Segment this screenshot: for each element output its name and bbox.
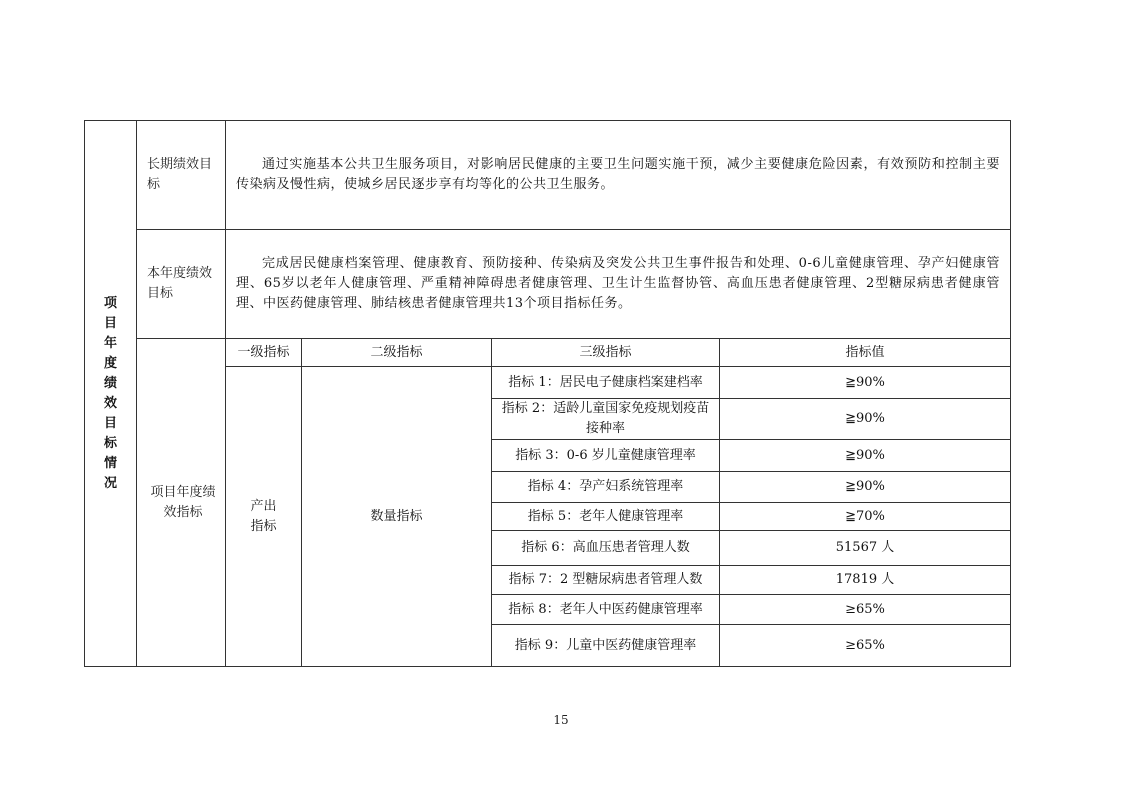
header-level2: 二级指标 bbox=[302, 339, 492, 367]
indicator-value: ≥65% bbox=[720, 595, 1011, 625]
indicator-name: 指标 3：0-6 岁儿童健康管理率 bbox=[492, 440, 720, 472]
row-header-char: 况 bbox=[103, 475, 117, 491]
indicator-name: 指标 1：居民电子健康档案建档率 bbox=[492, 367, 720, 399]
level2-quantity-label: 数量指标 bbox=[302, 367, 492, 667]
row-header-char: 效 bbox=[103, 395, 117, 411]
indicator-value: ≧90% bbox=[720, 399, 1011, 440]
header-level3: 三级指标 bbox=[492, 339, 720, 367]
indicator-name: 指标 6：高血压患者管理人数 bbox=[492, 531, 720, 566]
indicator-value: ≧90% bbox=[720, 472, 1011, 503]
header-level1: 一级指标 bbox=[226, 339, 302, 367]
long-term-text: 通过实施基本公共卫生服务项目，对影响居民健康的主要卫生问题实施干预，减少主要健康危险因素，有效预防和控制主要传染病及慢性病，使城乡居民逐步享有均等化的公共卫生服务。 bbox=[226, 121, 1011, 230]
indicator-value: 17819 人 bbox=[720, 566, 1011, 595]
level1-output-label bbox=[226, 367, 302, 667]
indicators-section-label: 项目年度绩效指标 bbox=[137, 339, 226, 667]
level1-text: 产出指标 bbox=[250, 498, 277, 534]
indicator-name: 指标 4：孕产妇系统管理率 bbox=[492, 472, 720, 503]
indicator-name: 指标 9：儿童中医药健康管理率 bbox=[492, 625, 720, 667]
annual-label: 本年度绩效目标 bbox=[137, 230, 226, 339]
indicator-name: 指标 8：老年人中医药健康管理率 bbox=[492, 595, 720, 625]
indicator-value: ≧90% bbox=[720, 440, 1011, 472]
row-header-char: 年 bbox=[103, 335, 117, 351]
indicator-value: ≧90% bbox=[720, 367, 1011, 399]
header-value: 指标值 bbox=[720, 339, 1011, 367]
indicator-value: 51567 人 bbox=[720, 531, 1011, 566]
row-header-char: 情 bbox=[103, 455, 117, 471]
indicator-value: ≥65% bbox=[720, 625, 1011, 667]
row-header-char: 目 bbox=[103, 315, 117, 331]
long-term-label: 长期绩效目标 bbox=[137, 121, 226, 230]
row-header-char: 标 bbox=[103, 435, 117, 451]
indicator-name: 指标 5：老年人健康管理率 bbox=[492, 503, 720, 531]
row-header-char: 度 bbox=[103, 355, 117, 371]
indicator-name: 指标 7：2 型糖尿病患者管理人数 bbox=[492, 566, 720, 595]
page-number: 15 bbox=[553, 713, 569, 727]
annual-text: 完成居民健康档案管理、健康教育、预防接种、传染病及突发公共卫生事件报告和处理、0-6儿童健康管理、孕产妇健康管理、65岁以老年人健康管理、严重精神障碍患者健康管理、卫生计生监督协管、高血压患者健康管理、2型糖尿病患者健康管理、中医药健康管理、肺结核患者健康管理共13个项目指标任务。 bbox=[226, 230, 1011, 339]
indicator-name: 指标 2：适龄儿童国家免疫规划疫苗接种率 bbox=[492, 399, 720, 440]
row-header-char: 目 bbox=[103, 415, 117, 431]
performance-table bbox=[84, 120, 1011, 667]
indicator-value: ≧70% bbox=[720, 503, 1011, 531]
row-header-vertical bbox=[85, 121, 137, 667]
row-header-char: 绩 bbox=[103, 375, 117, 391]
row-header-char: 项 bbox=[103, 295, 117, 311]
